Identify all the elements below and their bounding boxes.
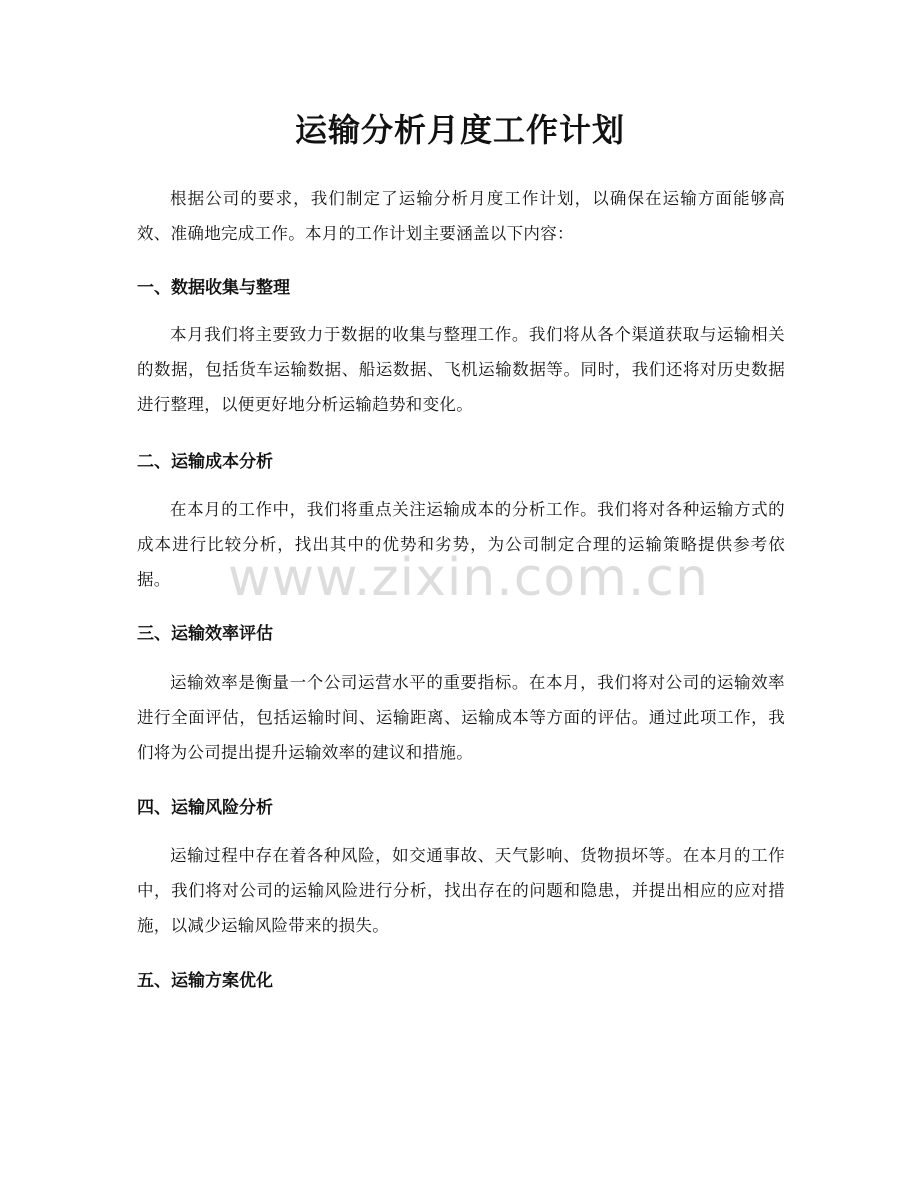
section-heading-5: 五、运输方案优化 xyxy=(137,971,273,991)
intro-paragraph: 根据公司的要求，我们制定了运输分析月度工作计划，以确保在运输方面能够高效、准确地完成工作。本月的工作计划主要涵盖以下内容： xyxy=(137,189,785,243)
section-heading-4: 四、运输风险分析 xyxy=(137,798,273,818)
section-body-3: 运输效率是衡量一个公司运营水平的重要指标。在本月，我们将对公司的运输效率进行全面评估，包括运输时间、运输距离、运输成本等方面的评估。通过此项工作，我们将为公司提出提升运输效率的建议和措施。 xyxy=(137,673,785,762)
section-body-4: 运输过程中存在着各种风险，如交通事故、天气影响、货物损坏等。在本月的工作中，我们将对公司的运输风险进行分析，找出存在的问题和隐患，并提出相应的应对措施，以减少运输风险带来的损失。 xyxy=(137,846,785,935)
section-heading-3: 三、运输效率评估 xyxy=(137,624,273,644)
section-heading-1: 一、数据收集与整理 xyxy=(137,278,290,298)
section-body-2: 在本月的工作中，我们将重点关注运输成本的分析工作。我们将对各种运输方式的成本进行比较分析，找出其中的优势和劣势，为公司制定合理的运输策略提供参考依据。 xyxy=(137,500,785,589)
section-heading-2: 二、运输成本分析 xyxy=(137,452,273,472)
section-body-1: 本月我们将主要致力于数据的收集与整理工作。我们将从各个渠道获取与运输相关的数据，包括货车运输数据、船运数据、飞机运输数据等。同时，我们还将对历史数据进行整理，以便更好地分析运输趋势和变化。 xyxy=(137,325,785,414)
watermark-text: www.zixin.com.cn xyxy=(228,548,709,608)
document-title: 运输分析月度工作计划 xyxy=(294,111,625,149)
